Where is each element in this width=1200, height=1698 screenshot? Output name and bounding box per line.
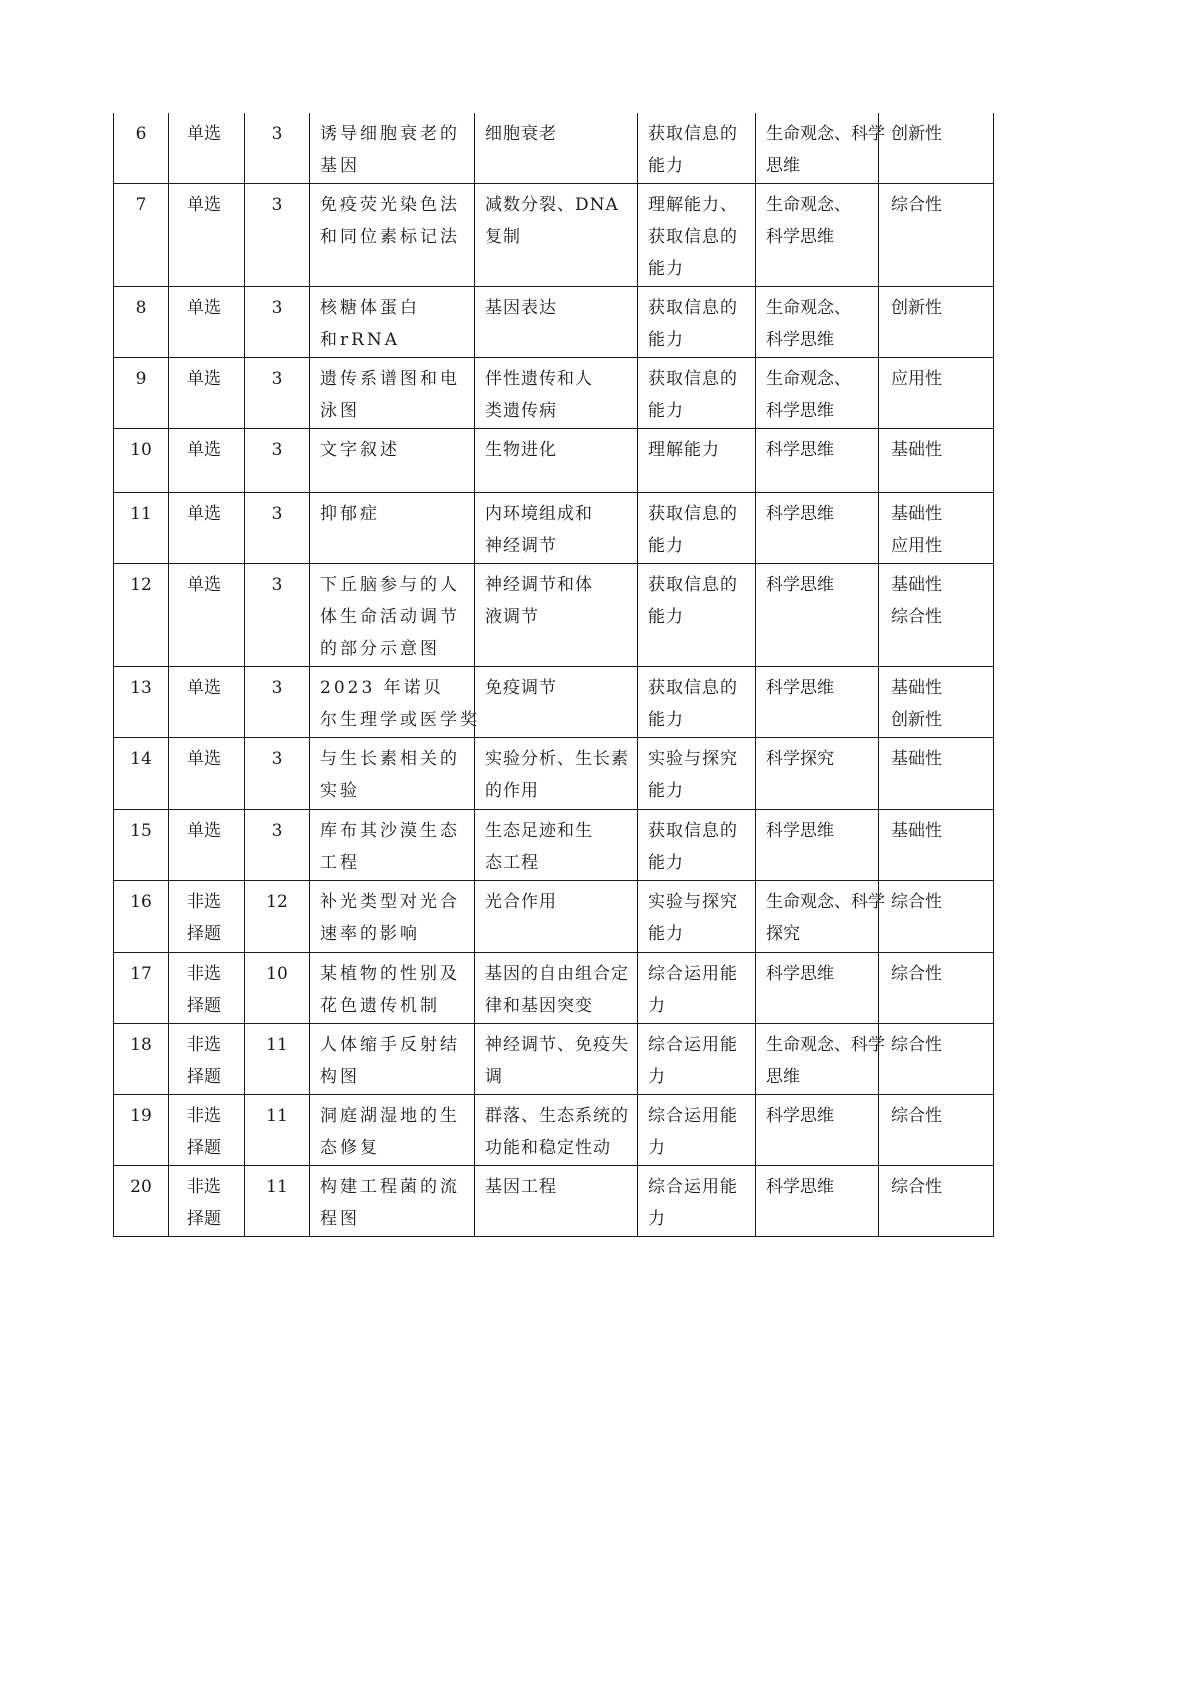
question-material: 抑郁症 — [320, 504, 380, 524]
question-type: 非选 择题 — [187, 1035, 221, 1087]
question-attribute-cell — [879, 1166, 994, 1237]
question-score-cell — [245, 429, 310, 493]
question-type: 单选 — [187, 678, 221, 698]
question-score-cell — [245, 113, 310, 184]
question-type-cell — [169, 1095, 245, 1166]
core-literacy: 科学思维 — [766, 678, 834, 698]
question-material-cell — [310, 564, 475, 667]
core-literacy-cell — [756, 429, 879, 493]
ability-requirement: 获取信息的 能力 — [648, 575, 738, 627]
ability-requirement-cell — [638, 493, 756, 564]
question-type: 非选 择题 — [187, 964, 221, 1016]
question-attribute: 基础性 — [891, 749, 942, 769]
ability-requirement-cell — [638, 358, 756, 429]
question-attribute-cell — [879, 493, 994, 564]
question-number-cell — [114, 493, 169, 564]
core-literacy: 生命观念、科学 思维 — [766, 124, 885, 176]
ability-requirement: 获取信息的 能力 — [648, 678, 738, 730]
question-type-cell — [169, 1166, 245, 1237]
ability-requirement-cell — [638, 738, 756, 810]
core-literacy-cell — [756, 287, 879, 358]
ability-requirement-cell — [638, 287, 756, 358]
question-score-cell — [245, 667, 310, 738]
knowledge-point: 生态足迹和生 态工程 — [485, 821, 593, 873]
table-row — [114, 429, 994, 493]
core-literacy: 科学探究 — [766, 749, 834, 769]
question-score-cell — [245, 1024, 310, 1095]
core-literacy-cell — [756, 113, 885, 184]
question-number: 15 — [130, 821, 152, 841]
ability-requirement-cell — [638, 184, 756, 287]
question-material: 2023 年诺贝 尔生理学或医学奖 — [320, 678, 480, 730]
table-row — [114, 1095, 994, 1166]
ability-requirement: 获取信息的 能力 — [648, 369, 738, 421]
question-material-cell — [310, 358, 475, 429]
question-number-cell — [114, 667, 169, 738]
question-score: 12 — [266, 892, 288, 912]
question-material: 人体缩手反射结 构图 — [320, 1035, 460, 1087]
question-material: 某植物的性别及 花色遗传机制 — [320, 964, 460, 1016]
question-attribute-cell — [879, 1024, 994, 1095]
question-attribute-cell — [879, 358, 994, 429]
question-material-cell — [310, 810, 475, 881]
ability-requirement: 实验与探究 能力 — [648, 749, 738, 801]
knowledge-point: 内环境组成和 神经调节 — [485, 504, 593, 556]
knowledge-point-cell — [475, 429, 638, 493]
question-attribute: 基础性 — [891, 821, 942, 841]
question-number-cell — [114, 358, 169, 429]
ability-requirement-cell — [638, 1024, 756, 1095]
question-number-cell — [114, 1024, 169, 1095]
ability-requirement: 实验与探究 能力 — [648, 892, 738, 944]
question-attribute-cell — [879, 810, 994, 881]
knowledge-point: 生物进化 — [485, 440, 557, 460]
question-material-cell — [310, 667, 480, 738]
core-literacy-cell — [756, 953, 879, 1024]
question-number: 16 — [130, 892, 152, 912]
question-material: 构建工程菌的流 程图 — [320, 1177, 460, 1229]
question-material-cell — [310, 113, 475, 184]
knowledge-point-cell — [475, 564, 638, 667]
question-score: 3 — [271, 195, 283, 215]
question-score-cell — [245, 184, 310, 287]
question-number-cell — [114, 1095, 169, 1166]
core-literacy-cell — [756, 1095, 879, 1166]
knowledge-point: 实验分析、生长素 的作用 — [485, 749, 629, 801]
question-material: 下丘脑参与的人 体生命活动调节 的部分示意图 — [320, 575, 460, 659]
core-literacy: 生命观念、科学 探究 — [766, 892, 885, 944]
knowledge-point: 减数分裂、DNA 复制 — [485, 195, 619, 247]
question-type: 单选 — [187, 124, 221, 144]
ability-requirement-cell — [638, 667, 756, 738]
question-type-cell — [169, 184, 245, 287]
table-row — [114, 881, 994, 953]
question-score: 11 — [266, 1106, 288, 1126]
core-literacy: 生命观念、科学 思维 — [766, 1035, 885, 1087]
question-score: 3 — [271, 440, 283, 460]
question-material-cell — [310, 881, 475, 953]
knowledge-point-cell — [475, 184, 638, 287]
question-score: 3 — [271, 749, 283, 769]
question-attribute: 基础性 创新性 — [891, 678, 942, 730]
core-literacy-cell — [756, 358, 879, 429]
table-row — [114, 493, 994, 564]
question-attribute: 综合性 — [891, 892, 942, 912]
question-number: 17 — [130, 964, 152, 984]
ability-requirement: 理解能力、 获取信息的 能力 — [648, 195, 738, 279]
ability-requirement: 综合运用能 力 — [648, 1035, 738, 1087]
question-material: 免疫荧光染色法 和同位素标记法 — [320, 195, 460, 247]
core-literacy-cell — [756, 564, 879, 667]
knowledge-point-cell — [475, 1024, 638, 1095]
table-row — [114, 1024, 994, 1095]
question-attribute: 基础性 综合性 — [891, 575, 942, 627]
question-number-cell — [114, 564, 169, 667]
knowledge-point: 光合作用 — [485, 892, 557, 912]
knowledge-point: 基因工程 — [485, 1177, 557, 1197]
knowledge-point-cell — [475, 287, 638, 358]
question-material: 洞庭湖湿地的生 态修复 — [320, 1106, 460, 1158]
ability-requirement-cell — [638, 810, 756, 881]
question-material-cell — [310, 493, 475, 564]
table-row — [114, 953, 994, 1024]
ability-requirement-cell — [638, 1095, 756, 1166]
question-type-cell — [169, 881, 245, 953]
ability-requirement: 综合运用能 力 — [648, 1177, 738, 1229]
question-score: 3 — [271, 124, 283, 144]
knowledge-point: 伴性遗传和人 类遗传病 — [485, 369, 593, 421]
question-type-cell — [169, 113, 245, 184]
table-row — [114, 113, 994, 184]
question-score: 3 — [271, 575, 283, 595]
question-number-cell — [114, 953, 169, 1024]
question-material: 库布其沙漠生态 工程 — [320, 821, 460, 873]
question-score-cell — [245, 493, 310, 564]
question-number: 10 — [130, 440, 152, 460]
question-material-cell — [310, 287, 475, 358]
question-material-cell — [310, 738, 475, 810]
ability-requirement: 获取信息的 能力 — [648, 821, 738, 873]
question-score-cell — [245, 953, 310, 1024]
question-type: 非选 择题 — [187, 1106, 221, 1158]
knowledge-point-cell — [475, 358, 638, 429]
knowledge-point: 免疫调节 — [485, 678, 557, 698]
knowledge-point-cell — [475, 953, 638, 1024]
core-literacy: 科学思维 — [766, 821, 834, 841]
ability-requirement-cell — [638, 564, 756, 667]
question-type-cell — [169, 667, 245, 738]
core-literacy: 科学思维 — [766, 575, 834, 595]
knowledge-point: 神经调节、免疫失 调 — [485, 1035, 629, 1087]
question-attribute: 创新性 — [891, 124, 942, 144]
question-score: 11 — [266, 1035, 288, 1055]
question-score: 3 — [271, 821, 283, 841]
question-type: 单选 — [187, 504, 221, 524]
question-type: 单选 — [187, 575, 221, 595]
knowledge-point-cell — [475, 881, 638, 953]
knowledge-point-cell — [475, 738, 638, 810]
question-material-cell — [310, 1166, 475, 1237]
question-attribute-cell — [879, 667, 994, 738]
question-attribute-cell — [879, 113, 994, 184]
table-row — [114, 810, 994, 881]
question-type: 单选 — [187, 195, 221, 215]
knowledge-point: 细胞衰老 — [485, 124, 557, 144]
question-number: 9 — [135, 369, 147, 389]
table-row — [114, 358, 994, 429]
question-attribute: 综合性 — [891, 1177, 942, 1197]
question-material: 与生长素相关的 实验 — [320, 749, 460, 801]
question-number: 14 — [130, 749, 152, 769]
question-score-cell — [245, 1166, 310, 1237]
ability-requirement: 综合运用能 力 — [648, 1106, 738, 1158]
question-attribute: 基础性 — [891, 440, 942, 460]
question-number-cell — [114, 881, 169, 953]
question-type-cell — [169, 953, 245, 1024]
question-type: 非选 择题 — [187, 892, 221, 944]
question-number: 20 — [130, 1177, 152, 1197]
question-number-cell — [114, 184, 169, 287]
knowledge-point: 神经调节和体 液调节 — [485, 575, 593, 627]
question-number: 12 — [130, 575, 152, 595]
question-number: 6 — [135, 124, 147, 144]
question-material: 文字叙述 — [320, 440, 400, 460]
knowledge-point-cell — [475, 667, 638, 738]
question-type-cell — [169, 810, 245, 881]
question-material-cell — [310, 1024, 475, 1095]
knowledge-point-cell — [475, 113, 638, 184]
table-body — [114, 113, 994, 1237]
question-type-cell — [169, 358, 245, 429]
question-number: 13 — [130, 678, 152, 698]
question-type: 单选 — [187, 440, 221, 460]
question-attribute-cell — [879, 881, 994, 953]
question-score: 3 — [271, 298, 283, 318]
question-score: 10 — [266, 964, 288, 984]
table-row — [114, 667, 994, 738]
question-type-cell — [169, 287, 245, 358]
question-number-cell — [114, 1166, 169, 1237]
core-literacy: 科学思维 — [766, 440, 834, 460]
question-score-cell — [245, 738, 310, 810]
knowledge-point-cell — [475, 810, 638, 881]
knowledge-point: 群落、生态系统的 功能和稳定性动 — [485, 1106, 629, 1158]
core-literacy-cell — [756, 493, 879, 564]
question-type-cell — [169, 429, 245, 493]
question-number-cell — [114, 810, 169, 881]
core-literacy: 科学思维 — [766, 964, 834, 984]
question-attribute-cell — [879, 429, 994, 493]
ability-requirement: 获取信息的 能力 — [648, 124, 738, 176]
question-attribute: 综合性 — [891, 195, 942, 215]
core-literacy-cell — [756, 184, 879, 287]
core-literacy-cell — [756, 667, 879, 738]
table-row — [114, 738, 994, 810]
ability-requirement-cell — [638, 881, 756, 953]
question-material: 核糖体蛋白 和rRNA — [320, 298, 420, 350]
question-number: 19 — [130, 1106, 152, 1126]
question-attribute: 综合性 — [891, 964, 942, 984]
core-literacy: 科学思维 — [766, 504, 834, 524]
core-literacy-cell — [756, 1166, 879, 1237]
table-row — [114, 287, 994, 358]
question-material-cell — [310, 429, 475, 493]
exam-analysis-table — [113, 113, 994, 1237]
core-literacy-cell — [756, 810, 879, 881]
ability-requirement-cell — [638, 429, 756, 493]
question-score: 11 — [266, 1177, 288, 1197]
question-attribute: 基础性 应用性 — [891, 504, 942, 556]
ability-requirement-cell — [638, 1166, 756, 1237]
question-attribute-cell — [879, 738, 994, 810]
question-attribute: 综合性 — [891, 1035, 942, 1055]
ability-requirement-cell — [638, 113, 756, 184]
core-literacy: 生命观念、 科学思维 — [766, 369, 851, 421]
knowledge-point-cell — [475, 1166, 638, 1237]
ability-requirement: 获取信息的 能力 — [648, 504, 738, 556]
core-literacy: 科学思维 — [766, 1106, 834, 1126]
core-literacy: 科学思维 — [766, 1177, 834, 1197]
question-number: 11 — [130, 504, 152, 524]
question-type-cell — [169, 1024, 245, 1095]
question-number: 8 — [135, 298, 147, 318]
question-score-cell — [245, 1095, 310, 1166]
ability-requirement: 理解能力 — [648, 440, 720, 460]
core-literacy-cell — [756, 1024, 885, 1095]
question-score-cell — [245, 287, 310, 358]
question-number-cell — [114, 738, 169, 810]
question-material-cell — [310, 953, 475, 1024]
question-attribute-cell — [879, 564, 994, 667]
ability-requirement: 获取信息的 能力 — [648, 298, 738, 350]
question-type-cell — [169, 564, 245, 667]
question-number: 7 — [135, 195, 147, 215]
question-number: 18 — [130, 1035, 152, 1055]
ability-requirement-cell — [638, 953, 756, 1024]
question-score-cell — [245, 358, 310, 429]
question-material: 补光类型对光合 速率的影响 — [320, 892, 460, 944]
question-number-cell — [114, 113, 169, 184]
question-material-cell — [310, 1095, 475, 1166]
question-attribute-cell — [879, 184, 994, 287]
table-row — [114, 564, 994, 667]
question-type-cell — [169, 738, 245, 810]
question-type: 单选 — [187, 749, 221, 769]
question-material: 诱导细胞衰老的 基因 — [320, 124, 460, 176]
question-attribute: 创新性 — [891, 298, 942, 318]
question-score: 3 — [271, 678, 283, 698]
knowledge-point: 基因表达 — [485, 298, 557, 318]
question-score-cell — [245, 881, 310, 953]
question-attribute: 综合性 — [891, 1106, 942, 1126]
question-number-cell — [114, 287, 169, 358]
question-material: 遗传系谱图和电 泳图 — [320, 369, 460, 421]
knowledge-point: 基因的自由组合定 律和基因突变 — [485, 964, 629, 1016]
question-score: 3 — [271, 504, 283, 524]
question-type: 单选 — [187, 369, 221, 389]
question-type: 单选 — [187, 821, 221, 841]
question-attribute-cell — [879, 287, 994, 358]
question-attribute: 应用性 — [891, 369, 942, 389]
core-literacy: 生命观念、 科学思维 — [766, 298, 851, 350]
question-type-cell — [169, 493, 245, 564]
table-row — [114, 1166, 994, 1237]
ability-requirement: 综合运用能 力 — [648, 964, 738, 1016]
question-number-cell — [114, 429, 169, 493]
question-material-cell — [310, 184, 475, 287]
question-attribute-cell — [879, 953, 994, 1024]
question-score-cell — [245, 810, 310, 881]
knowledge-point-cell — [475, 493, 638, 564]
question-attribute-cell — [879, 1095, 994, 1166]
core-literacy-cell — [756, 738, 879, 810]
question-score: 3 — [271, 369, 283, 389]
knowledge-point-cell — [475, 1095, 638, 1166]
question-type: 非选 择题 — [187, 1177, 221, 1229]
table-row — [114, 184, 994, 287]
question-score-cell — [245, 564, 310, 667]
core-literacy-cell — [756, 881, 885, 953]
question-type: 单选 — [187, 298, 221, 318]
core-literacy: 生命观念、 科学思维 — [766, 195, 851, 247]
